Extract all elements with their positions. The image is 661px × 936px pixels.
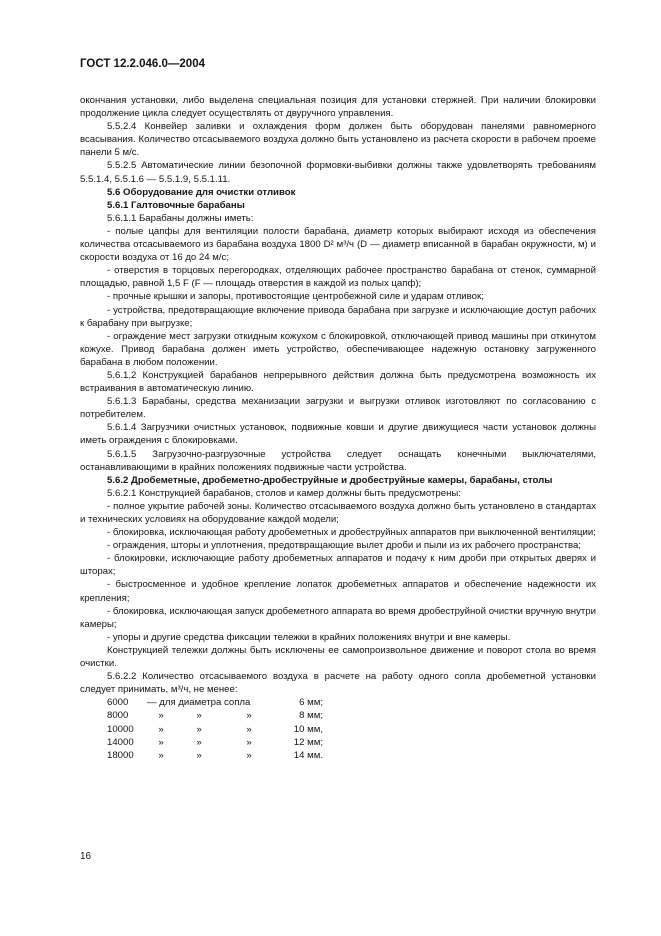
paragraph: 5.6.1.2 Конструкцией барабанов непрерывного действия должна быть предусмотрена возможность их встраивания в автоматическую линию. [80, 369, 596, 395]
paragraph: 5.6.1.4 Загрузчики очистных установок, подвижные ковши и другие движущиеся части установок должны иметь ограждения с блокировками. [80, 422, 596, 447]
ditto-mark: » [158, 723, 164, 735]
table-cell: 6 мм; [299, 697, 323, 709]
page-number: 16 [80, 851, 92, 862]
paragraph: 5.6.1.1 Барабаны должны иметь: [107, 212, 254, 224]
ditto-mark: » [196, 749, 202, 761]
document-body [80, 94, 596, 762]
section-heading: 5.6 Оборудование для очистки отливок [107, 186, 296, 198]
paragraph: окончания установки, либо выделена специальная позиция для установки стержней. При наличии блокировки продолжение цикла следует осуществлять от двуручного управления. [80, 95, 596, 120]
table-row [107, 749, 323, 762]
section-heading: 5.6.2 Дробеметные, дробеметно-дробеструйные и дробеструйные камеры, барабаны, столы [107, 474, 553, 486]
ditto-mark: » [246, 723, 252, 735]
table-row [107, 696, 323, 709]
section-heading: 5.6.1 Галтовочные барабаны [107, 199, 245, 211]
table-cell: 14000 [107, 736, 134, 748]
table-cell: 18000 [107, 749, 134, 761]
table-cell: 14 мм. [293, 749, 323, 761]
ditto-mark: » [158, 749, 164, 761]
ditto-mark: » [196, 710, 202, 722]
table-row [107, 709, 323, 722]
list-item: - упоры и другие средства фиксации тележки в крайних положениях внутри и вне камеры. [107, 631, 511, 643]
list-item: - устройства, предотвращающие включение привода барабана при загрузке и исключающие доступ рабочих к барабану при выгрузке; [80, 304, 596, 329]
paragraph: 5.5.2.5 Автоматические линии безопочной формовки-выбивки должны также удовлетворять требованиям 5.5.1.4, 5.5.1.6 — 5.5.1.9, 5.5.1.11. [80, 160, 596, 185]
list-item: - ограждение мест загрузки откидным кожухом с блокировкой, отключающей привод машины при откинутом кожухе. Привод барабана должен иметь устройство, обеспечивающее надежную остановку загруженного барабана в любом положении. [80, 330, 596, 368]
ditto-mark: » [158, 736, 164, 748]
paragraph: 5.5.2.4 Конвейер заливки и охлаждения форм должен быть оборудован панелями равномерного всасывания. Количество отсасываемого воздуха должно быть установлено из расчета скорости в рабочем проеме панели 5 м/с. [80, 121, 596, 159]
table-cell: 8000 [107, 710, 129, 722]
ditto-mark: » [246, 736, 252, 748]
table-cell: 10 мм, [293, 723, 323, 735]
table-row [107, 736, 323, 749]
paragraph: 5.6.1.5 Загрузочно-разгрузочные устройства следует оснащать конечными выключателями, останавливающими в крайних положениях подвижные части устройства. [80, 448, 596, 473]
table-cell: 8 мм; [299, 710, 323, 722]
list-item: - прочные крышки и запоры, противостоящие центробежной силе и ударам отливок; [107, 291, 484, 303]
list-item: - блокировка, исключающая запуск дробеметного аппарата во время дробеструйной очистки вручную внутри камеры; [80, 605, 596, 630]
ditto-mark: » [158, 710, 164, 722]
ditto-mark: » [196, 723, 202, 735]
ditto-mark: » [246, 749, 252, 761]
ditto-mark: » [196, 736, 202, 748]
list-item: - быстросменное и удобное крепление лопаток дробеметных аппаратов и обеспечение надежности их крепления; [80, 579, 596, 604]
table-cell: — для диаметра сопла [147, 697, 251, 709]
list-item: - отверстия в торцовых перегородках, отделяющих рабочее пространство барабана от стенок, суммарной площадью, равной 1,5 F (F — площадь отверстия в каждой из полых цапф); [80, 265, 596, 290]
paragraph: 5.6.2.2 Количество отсасываемого воздуха в расчете на работу одного сопла дробеметной установки следует принимать, м³/ч, не менее: [80, 671, 596, 696]
table-cell: 12 мм; [293, 736, 323, 748]
list-item: - блокировка, исключающая работу дробеметных и дробеструйных аппаратов при выключенной вентиляции; [107, 527, 596, 539]
list-item: - полное укрытие рабочей зоны. Количество отсасываемого воздуха должно быть установлено в стандартах и технических условиях на оборудование каждой модели; [80, 500, 596, 525]
nozzle-air-table [107, 696, 323, 761]
paragraph: 5.6.1.3 Барабаны, средства механизации загрузки и выгрузки отливок изготовляют по согласованию с потребителем. [80, 396, 596, 421]
list-item: - полые цапфы для вентиляции полости барабана, диаметр которых выбирают исходя из обеспечения количества отсасываемого из барабана воздуха 1800 D² м³/ч (D — диаметр вписанной в барабан окружности, м) и скорости воздуха от 16 до 24 м/с; [80, 225, 596, 264]
ditto-mark: » [246, 710, 252, 722]
list-item: - ограждения, шторы и уплотнения, предотвращающие вылет дроби и пыли из их рабочего пространства; [107, 540, 581, 552]
list-item: - блокировки, исключающие работу дробеметных аппаратов и подачу к ним дроби при открытых дверях и шторах; [80, 553, 596, 578]
table-cell: 6000 [107, 697, 129, 709]
paragraph: Конструкцией тележки должны быть исключены ее самопроизвольное движение и поворот стола во время очистки. [80, 644, 596, 670]
table-row [107, 723, 323, 736]
table-cell: 10000 [107, 723, 134, 735]
paragraph: 5.6.2.1 Конструкцией барабанов, столов и камер должны быть предусмотрены: [107, 487, 461, 499]
document-header: ГОСТ 12.2.046.0—2004 [80, 58, 205, 70]
